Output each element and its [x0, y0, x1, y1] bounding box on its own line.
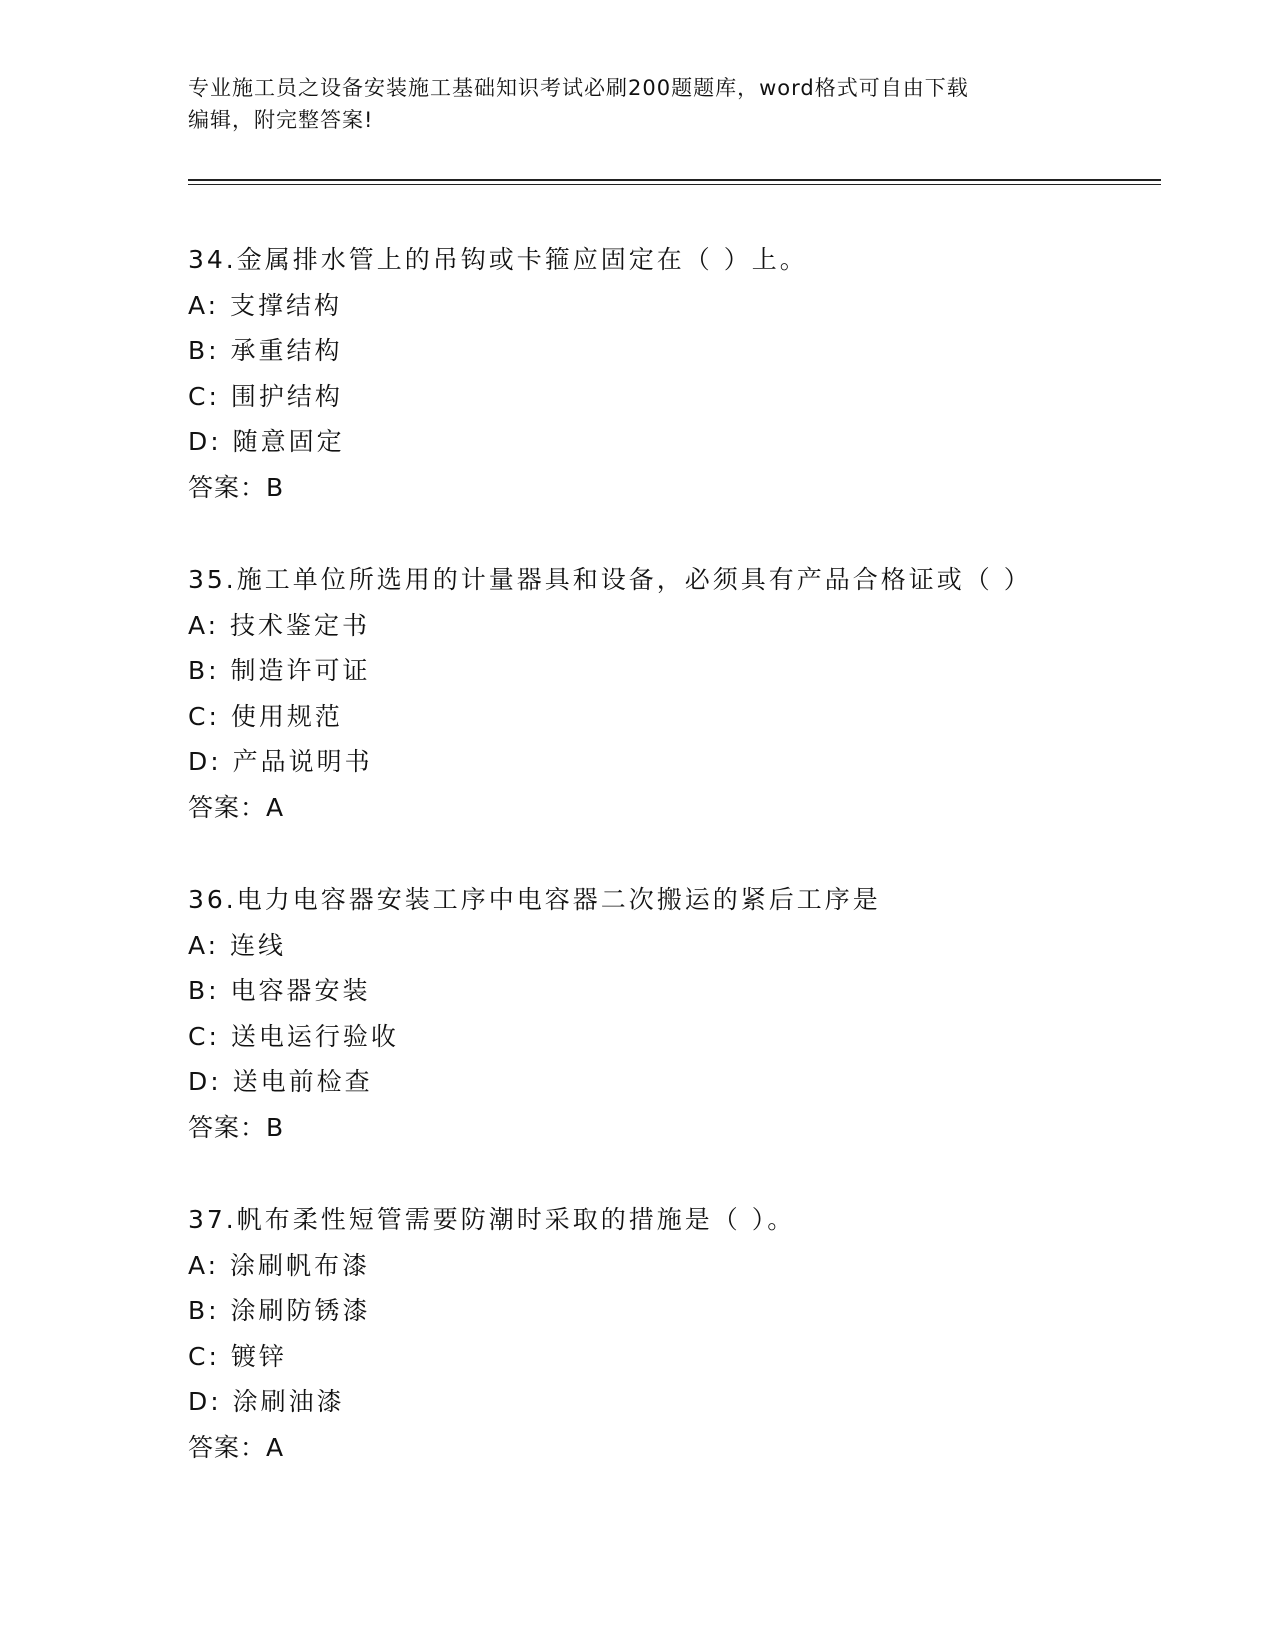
option-a: A: 连线 [188, 930, 287, 960]
option-d: D: 涂刷油漆 [188, 1387, 345, 1416]
question-stem: 35.施工单位所选用的计量器具和设备，必须具有产品合格证或（ ） [188, 565, 1032, 594]
header-divider-bottom [188, 184, 1161, 185]
answer-key: 答案：B [188, 1112, 285, 1142]
header-line-2: 编辑，附完整答案! [188, 108, 374, 132]
answer-key: 答案：A [188, 1432, 285, 1462]
question-list [188, 237, 1148, 1517]
header-line-1: 专业施工员之设备安装施工基础知识考试必刷200题题库，word格式可自由下载 [188, 76, 969, 100]
header-divider-top [188, 179, 1161, 181]
question-stem: 34.金属排水管上的吊钩或卡箍应固定在（ ）上。 [188, 245, 808, 274]
option-b: B: 涂刷防锈漆 [188, 1296, 371, 1325]
option-c: C: 镀锌 [188, 1341, 287, 1371]
option-c: C: 围护结构 [188, 381, 343, 411]
question-35 [188, 557, 1148, 877]
option-d: D: 随意固定 [188, 427, 345, 456]
question-36 [188, 877, 1148, 1197]
option-a: A: 涂刷帆布漆 [188, 1250, 371, 1280]
option-c: C: 使用规范 [188, 701, 343, 731]
option-b: B: 承重结构 [188, 336, 343, 365]
answer-key: 答案：B [188, 472, 285, 502]
option-a: A: 技术鉴定书 [188, 610, 371, 640]
question-34 [188, 237, 1148, 557]
question-stem: 37.帆布柔性短管需要防潮时采取的措施是（ ）。 [188, 1205, 796, 1234]
option-b: B: 电容器安装 [188, 976, 371, 1005]
option-c: C: 送电运行验收 [188, 1021, 399, 1051]
option-d: D: 送电前检查 [188, 1067, 373, 1096]
answer-key: 答案：A [188, 792, 285, 822]
option-d: D: 产品说明书 [188, 747, 373, 776]
option-a: A: 支撑结构 [188, 290, 343, 320]
question-stem: 36.电力电容器安装工序中电容器二次搬运的紧后工序是 [188, 885, 881, 914]
question-37 [188, 1197, 1148, 1517]
option-b: B: 制造许可证 [188, 656, 371, 685]
document-header [188, 72, 1088, 136]
